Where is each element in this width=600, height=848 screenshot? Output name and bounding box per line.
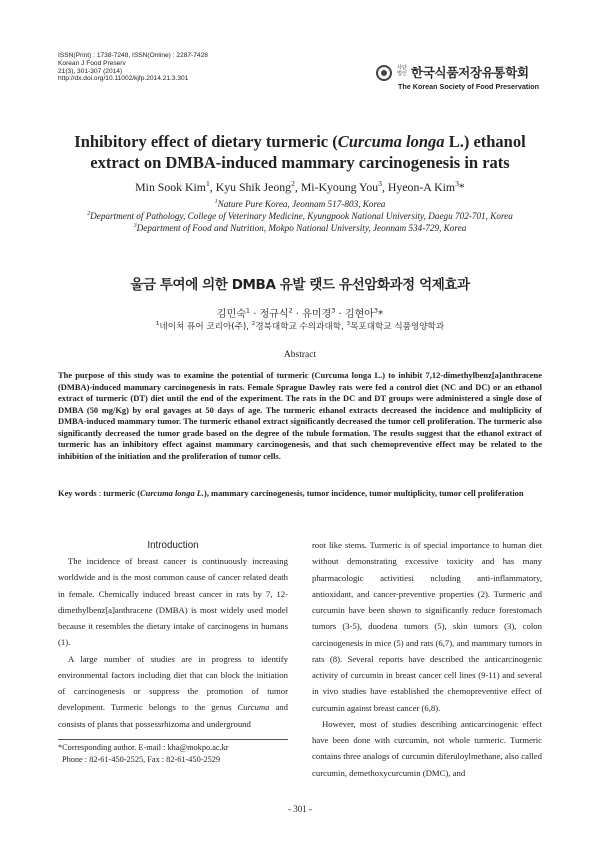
- author-name: Min Sook Kim: [135, 180, 206, 194]
- korean-author-name: 김현아: [344, 309, 374, 320]
- left-column: [58, 553, 288, 732]
- affiliation-text: Nature Pure Korea, Jeonnam 517-803, Korea: [217, 199, 386, 209]
- korean-author-name: 정규식: [259, 309, 289, 320]
- author-name: Kyu Shik Jeong: [215, 180, 292, 194]
- affiliation-mark: 1: [214, 198, 218, 205]
- intro-paragraph: [58, 651, 288, 732]
- affiliation-mark: 1: [245, 306, 251, 315]
- affiliation-mark: 2: [288, 306, 293, 315]
- society-logo: [376, 62, 566, 96]
- paper-title: [40, 131, 560, 173]
- keywords: [58, 488, 542, 500]
- affiliation-mark: 3: [346, 321, 351, 328]
- journal-name: Korean J Food Preserv: [58, 59, 126, 67]
- affiliation-mark: 3: [455, 179, 459, 189]
- title-part: L.) ethanol: [444, 132, 526, 151]
- keywords-separator: :: [96, 488, 104, 498]
- keywords-species: Curcuma longa L.: [140, 488, 205, 498]
- author-name: Mi-Kyoung You: [300, 180, 379, 194]
- doi-link[interactable]: http://dx.doi.org/10.11002/kjfp.2014.21.3.301: [58, 75, 189, 83]
- corresponding-mark: *: [378, 309, 384, 320]
- society-name-korean: 한국식품저장유통학회: [411, 65, 529, 80]
- keywords-text: ), mammary carcinogenesis, tumor incidence, tumor multiplicity, tumor cell proliferation: [204, 488, 524, 498]
- author-list: Min Sook Kim$^1$, Kyu Shik Jeong$^2$, Mi-Kyoung You$^3$, Hyeon-A Kim$^3$*: [135, 179, 465, 194]
- corresponding-mark: *: [458, 180, 465, 194]
- affiliation-text: Department of Pathology, College of Veterinary Medicine, Kyungpook National University, Daegu 702-701, Korea: [90, 211, 513, 221]
- affiliation-item: [40, 210, 560, 222]
- affiliation-mark: 3: [331, 306, 336, 315]
- korean-author-name: 유미경: [302, 309, 332, 320]
- page-number: - 301 -: [288, 804, 312, 814]
- title-part: Inhibitory effect of dietary turmeric (: [74, 132, 338, 151]
- affiliation-mark: 3: [133, 222, 137, 229]
- right-column: [312, 537, 542, 781]
- journal-volume: 21(3), 301-307 (2014): [58, 67, 123, 75]
- paragraph-text: and consists of plants that possessrhizoma and underground: [58, 702, 288, 729]
- intro-paragraph: The incidence of breast cancer is continuously increasing worldwide and is the most common cause of cancer related death in female. Chemically induced breast cancer in rats by 7, 12-dimethylbenz[a]anthracene (DMBA) is most widely used model because it resembles the dietary intake of carcinogens in humans (1).: [58, 556, 288, 648]
- affiliation-text: Department of Food and Nutrition, Mokpo National University, Jeonnam 534-729, Korea: [136, 223, 467, 233]
- korean-affiliation-list: [40, 320, 560, 332]
- abstract-text: The purpose of this study was to examine the potential of turmeric (Curcuma longa L.) to inhibit 7,12-dimethylbenz[a]anthracene (DMBA)-induced mammary carcinogenesis in rats. Female Sprague Dawley rats were fed a control diet (NC and DC) or an ethanol extract of turmeric (DT) diet until the end of the experiment. The rats in the DC and DT groups were administered a single dose of DMBA (50 mg/Kg) by oral gavages at 50 days of age. The turmeric ethanol extracts decreased the incidence and multiplicity of DMBA-induced mammary tumor. The turmeric ethanol extract significantly decreased the tumor cell proliferation. The turmeric also significantly decreased the tumor grade based on the degree of the tubule formation. The results suggest that the ethanol extract of turmeric has an inhibitory effect against mammary carcinogenesis, and that such chemopreventive effect may be related to the inhibition of the initiation and the proliferation of tumor cells.: [58, 370, 542, 461]
- korean-affiliation: 경북대학교 수의과대학,: [255, 322, 347, 332]
- society-small-label: 사단 법인: [397, 65, 408, 77]
- society-emblem-icon: [376, 65, 392, 81]
- corresponding-footnote: [58, 742, 298, 765]
- footnote-email: *Corresponding author. E-mail : kha@mokpo.ac.kr: [58, 743, 229, 752]
- keywords-text: turmeric (: [103, 488, 141, 498]
- abstract-heading: Abstract: [283, 350, 317, 360]
- affiliation-item: [40, 222, 560, 234]
- affiliation-mark: 1: [155, 321, 160, 328]
- korean-title: 울금 투여에 의한 DMBA 유발 랫드 유선암화과정 억제효과: [130, 277, 470, 293]
- affiliation-item: [40, 198, 560, 210]
- footnote-phone: Phone : 82-61-450-2525, Fax : 82-61-450-2529: [62, 754, 221, 764]
- author-name: Hyeon-A Kim: [387, 180, 456, 194]
- korean-author-list: 김민숙$^1$ · 정규식$^2$ · 유미경$^3$ · 김현아$^3$*: [216, 306, 384, 320]
- genus-name: Curcuma: [237, 702, 270, 713]
- affiliation-mark: 3: [373, 306, 379, 315]
- issn-line: ISSN(Print) : 1738-7248, ISSN(Online) : 2287-7428: [58, 52, 208, 59]
- intro-paragraph: root like stems. Turmeric is of special importance to human diet without demonstrating excessive toxicity and has many pharmacologic activitiesi ncluding anti-inflammatory, antioxidant, and cancer-preventive properties (2). Turmeric and curcumin have been shown to significantly reduce forestomach tumors (3-5), duodena tumors (5), skin tumors (3), colon carcinogenesis in mice (5) and rats (6,7), and mammary tumors in rats (8). Several reports have described the anticarcinogenic activity of curcumin in breast cancer cell lines (9-11) and several in vivo studies have established the chemopreventive effect of curcumin against breast cancer (6,8).: [312, 540, 542, 713]
- paragraph-text: A large number of studies are in progress to identify environmental factors including diet that can block the initiation of carcinogenesis or suppress the promotion of tumor development. Turmeric belongs to the genus: [58, 653, 288, 713]
- society-name-english: The Korean Society of Food Preservation: [398, 82, 539, 91]
- korean-author-name: 김민숙: [216, 309, 246, 320]
- affiliation-mark: 2: [87, 210, 91, 217]
- title-line-2: extract on DMBA-induced mammary carcinogenesis in rats: [90, 153, 510, 172]
- affiliation-mark: 1: [205, 179, 210, 189]
- korean-affiliation: 목포대학교 식품영양학과: [350, 322, 445, 332]
- affiliation-mark: 3: [378, 179, 382, 189]
- affiliation-list: [40, 198, 560, 234]
- intro-paragraph: However, most of studies describing anticarcinogenic effect have been done with curcumin, not whole turmeric. Turmeric contains three analogs of curcumin diferuloylmethane, also called curcumin, demethoxycurcumin (DMC), and: [312, 718, 542, 778]
- introduction-heading: Introduction: [147, 540, 199, 551]
- korean-affiliation: 네이쳐 퓨어 코리아(주),: [159, 322, 252, 332]
- journal-header: [58, 52, 208, 83]
- affiliation-mark: 2: [291, 179, 295, 189]
- keywords-label: Key words: [58, 488, 97, 498]
- title-species: Curcuma longa: [337, 132, 445, 151]
- footnote-divider: [58, 739, 288, 740]
- affiliation-mark: 2: [251, 321, 256, 328]
